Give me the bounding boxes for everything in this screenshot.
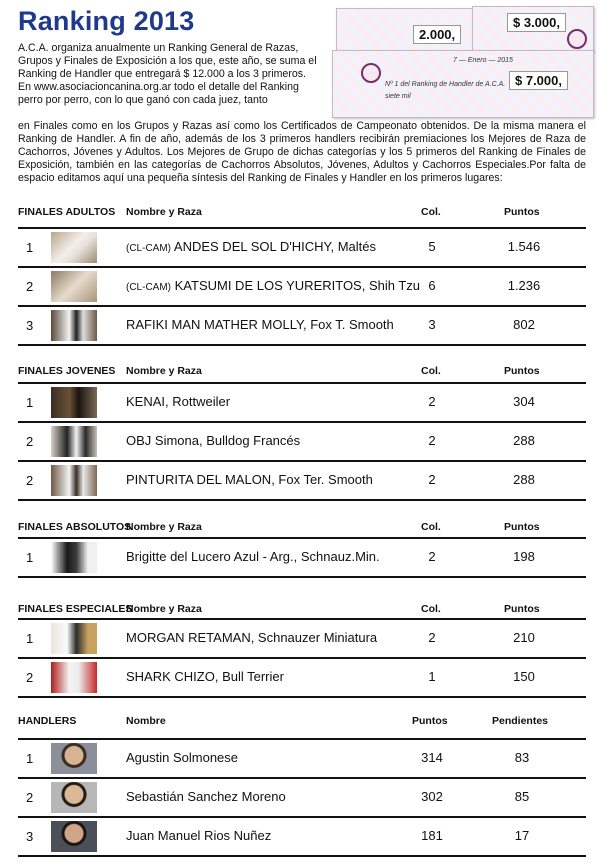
section-title: FINALES ABSOLUTOS — [18, 521, 132, 533]
table-row — [18, 657, 586, 698]
cheque-amount-3: $ 7.000, — [509, 71, 568, 90]
column-header-pending: Pendientes — [492, 715, 549, 727]
row-position: 2 — [26, 790, 34, 805]
column-header-col: Col. — [421, 521, 441, 533]
cheque-date: 7 — Enero — 2015 — [453, 57, 513, 64]
row-name: Sebastián Sanchez Moreno — [126, 789, 286, 804]
table-jovenes — [18, 382, 586, 501]
row-position: 3 — [26, 829, 34, 844]
table-absolutos — [18, 537, 586, 578]
table-row — [18, 460, 586, 501]
table-row — [18, 305, 586, 346]
row-points: 198 — [513, 549, 535, 564]
row-prefix: (CL-CAM) — [126, 282, 171, 293]
row-col: 1 — [428, 669, 436, 684]
column-header-name: Nombre — [126, 715, 166, 727]
cheque-amount-words: siete mil — [385, 93, 411, 100]
handler-photo — [51, 782, 97, 813]
column-header-name-breed: Nombre y Raza — [126, 603, 202, 615]
row-position: 1 — [26, 631, 34, 646]
row-dog-name: KATSUMI DE LOS YURERITOS, Shih Tzu — [174, 278, 421, 293]
table-row — [18, 421, 586, 460]
row-col: 2 — [428, 433, 436, 448]
row-position: 2 — [26, 279, 34, 294]
row-pending: 83 — [514, 750, 530, 765]
table-row — [18, 382, 586, 421]
row-points: 304 — [513, 394, 535, 409]
section-title: FINALES JOVENES — [18, 365, 116, 377]
dog-photo — [51, 623, 97, 654]
row-position: 2 — [26, 434, 34, 449]
row-name: Agustin Solmonese — [126, 750, 239, 765]
row-position: 2 — [26, 473, 34, 488]
row-prefix: (CL-CAM) — [126, 243, 171, 254]
dog-photo — [51, 465, 97, 496]
intro-paragraph: en Finales como en los Grupos y Razas así como los Certificados de Campeonato obtenidos. De la misma manera el Ranking de Handler. A fin de año, además de los 3 primeros handlers recibirán premiaciones los Mejores de Raza de Cachorros, Jóvenes y Adultos. Los Mejores de Grupo de dichas categorías y los 5 primeros del Ranking de Finales de Exposición, también en las categorías de Cachorros Absolutos, Jóvenes, Adultos y Cachorros Especiales.Por falta de espacio editamos aquí una pequeña síntesis del Ranking de Finales y Handler en los primeros lugares: — [18, 120, 586, 184]
row-col: 2 — [428, 394, 436, 409]
cheque-front — [332, 50, 594, 118]
row-points: 314 — [421, 750, 443, 765]
row-points: 210 — [513, 630, 535, 645]
table-adultos — [18, 227, 586, 346]
row-points: 288 — [513, 433, 535, 448]
row-position: 1 — [26, 751, 34, 766]
row-dog-name: ANDES DEL SOL D'HICHY, Maltés — [173, 239, 377, 254]
column-header-col: Col. — [421, 206, 441, 218]
column-header-col: Col. — [421, 603, 441, 615]
cheque-amount-2: $ 3.000, — [507, 13, 566, 32]
dog-photo — [51, 310, 97, 341]
row-name: KENAI, Rottweiler — [126, 394, 231, 409]
row-col: 2 — [428, 549, 436, 564]
row-points: 1.236 — [507, 278, 541, 293]
cheque-payee-line: Nº 1 del Ranking de Handler de A.C.A. — [385, 81, 506, 88]
row-position: 1 — [26, 240, 34, 255]
column-header-name-breed: Nombre y Raza — [126, 206, 202, 218]
row-name — [126, 239, 376, 254]
row-points: 288 — [513, 472, 535, 487]
cheque-middle — [472, 6, 594, 52]
table-especiales — [18, 618, 586, 698]
row-col: 5 — [428, 239, 436, 254]
row-col: 2 — [428, 472, 436, 487]
row-position: 1 — [26, 550, 34, 565]
column-header-points: Puntos — [504, 603, 540, 615]
dog-photo — [51, 271, 97, 302]
table-row — [18, 816, 586, 857]
table-row — [18, 227, 586, 266]
row-col: 6 — [428, 278, 436, 293]
table-row — [18, 618, 586, 657]
column-header-points: Puntos — [504, 521, 540, 533]
handler-photo — [51, 821, 97, 852]
row-col: 3 — [428, 317, 436, 332]
column-header-name-breed: Nombre y Raza — [126, 365, 202, 377]
table-row — [18, 266, 586, 305]
row-position: 2 — [26, 670, 34, 685]
column-header-points: Puntos — [504, 365, 540, 377]
row-position: 3 — [26, 318, 34, 333]
row-pending: 17 — [514, 828, 530, 843]
row-name: RAFIKI MAN MATHER MOLLY, Fox T. Smooth — [126, 317, 394, 332]
dog-photo — [51, 542, 97, 573]
row-points: 302 — [421, 789, 443, 804]
table-row — [18, 777, 586, 816]
row-name: MORGAN RETAMAN, Schnauzer Miniatura — [126, 630, 378, 645]
dog-photo — [51, 426, 97, 457]
row-name — [126, 278, 420, 293]
table-handlers — [18, 738, 586, 857]
row-name: OBJ Simona, Bulldog Francés — [126, 433, 301, 448]
row-name: Juan Manuel Rios Nuñez — [126, 828, 272, 843]
row-points: 150 — [513, 669, 535, 684]
row-position: 1 — [26, 395, 34, 410]
row-name: SHARK CHIZO, Bull Terrier — [126, 669, 284, 684]
row-points: 802 — [513, 317, 535, 332]
dog-photo — [51, 662, 97, 693]
table-row — [18, 537, 586, 578]
handler-photo — [51, 743, 97, 774]
dog-photo — [51, 232, 97, 263]
column-header-points: Puntos — [412, 715, 448, 727]
column-header-col: Col. — [421, 365, 441, 377]
prize-checks-image — [332, 6, 594, 118]
section-title: HANDLERS — [18, 715, 77, 727]
section-title: FINALES ADULTOS — [18, 206, 116, 218]
column-header-points: Puntos — [504, 206, 540, 218]
row-name: Brigitte del Lucero Azul - Arg., Schnauz.Min. — [126, 549, 380, 564]
seal-icon — [567, 29, 587, 49]
row-points: 181 — [421, 828, 443, 843]
page-title: Ranking 2013 — [18, 6, 195, 36]
row-name: PINTURITA DEL MALON, Fox Ter. Smooth — [126, 472, 373, 487]
intro-paragraph-top: A.C.A. organiza anualmente un Ranking General de Razas, Grupos y Finales de Exposición a los que, este año, se suma el Ranking de Handler que entregará $ 12.000 a los 3 primeros. En www.asociacioncanina.org.ar todo el detalle del Ranking perro por perro, con lo que ganó con cada juez, tanto — [18, 42, 317, 106]
column-header-name-breed: Nombre y Raza — [126, 521, 202, 533]
cheque-amount-1: 2.000, — [413, 25, 461, 44]
table-row — [18, 738, 586, 777]
row-pending: 85 — [514, 789, 530, 804]
dog-photo — [51, 387, 97, 418]
row-col: 2 — [428, 630, 436, 645]
seal-icon — [361, 63, 381, 83]
row-points: 1.546 — [507, 239, 541, 254]
section-title: FINALES ESPECIALES — [18, 603, 133, 615]
